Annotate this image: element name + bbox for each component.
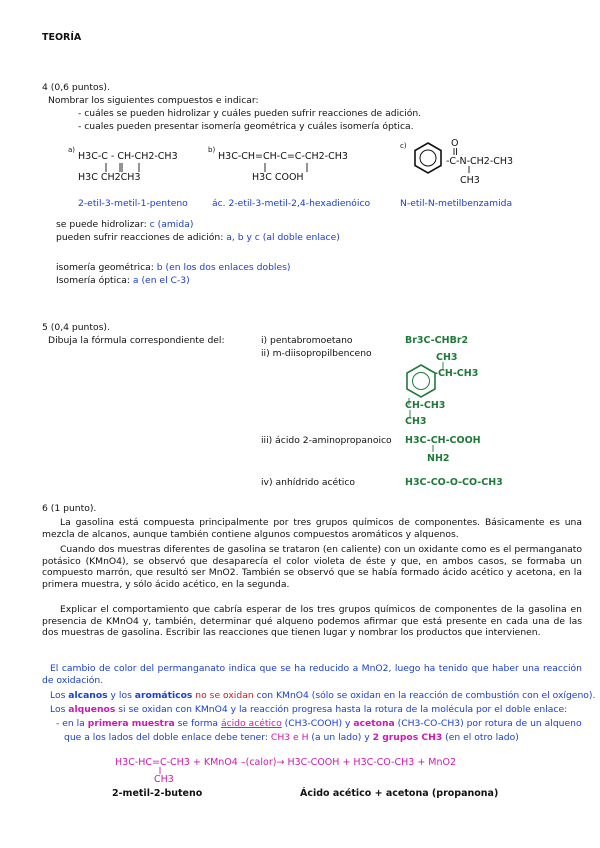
compound-b-label: b) xyxy=(208,146,216,154)
q6-answer-5-text: que a los lados del doble enlace debe tener: xyxy=(64,732,271,743)
q5-iii-bond xyxy=(430,445,436,453)
compound-a-name: 2-etil-3-metil-1-penteno xyxy=(78,198,188,209)
answer-geometric-value: b (en los dos enlaces dobles) xyxy=(156,262,291,273)
q6-answer-3-text: Los xyxy=(50,704,69,715)
answer-addition-value: a, b y c (al doble enlace) xyxy=(226,232,340,243)
reaction-reactant: H3C-HC=C-CH3 xyxy=(115,757,190,768)
q6-answer-4-text: - en la xyxy=(56,718,88,729)
compound-c-name: N-etil-N-metilbenzamida xyxy=(400,198,513,209)
q6-answer-4-acido-acetico: ácido acético xyxy=(220,718,282,729)
page-title: TEORÍA xyxy=(42,32,82,43)
q4-header: 4 (0,6 puntos). xyxy=(42,82,110,93)
q6-answer-2 xyxy=(50,690,595,702)
q6-answer-2-alcanos: alcanos xyxy=(68,690,108,701)
compound-b-name: ác. 2-etil-3-metil-2,4-hexadienóico xyxy=(212,198,371,209)
q5-iii-nh2: NH2 xyxy=(427,453,450,464)
compound-c-n-bond xyxy=(466,166,472,174)
answer-geometric-label: isomería geométrica: xyxy=(56,262,157,273)
compound-c-carbonyl-bond xyxy=(451,148,461,156)
answer-hydrolysis-value: c (amida) xyxy=(149,219,194,230)
answer-hydrolysis xyxy=(56,219,193,231)
compound-a-label: a) xyxy=(68,146,76,154)
q6-answer-5-text: (a un lado) y xyxy=(308,732,373,743)
compound-a-substituents: H3C CH2CH3 xyxy=(78,172,141,183)
q5-iv-formula: H3C-CO-O-CO-CH3 xyxy=(405,477,503,488)
q6-answer-4-text: (CH3-CO-CH3) por rotura de un alqueno xyxy=(394,718,582,729)
answer-addition-label: pueden sufrir reacciones de adición: xyxy=(56,232,227,243)
answer-hydrolysis-label: se puede hidrolizar: xyxy=(56,219,150,230)
answer-optical-label: Isomería óptica: xyxy=(56,275,133,286)
q6-answer-3 xyxy=(50,704,567,716)
compound-c-label: c) xyxy=(400,142,407,150)
q5-i-label: i) pentabromoetano xyxy=(261,335,353,346)
q5-ii-label: ii) m-diisopropilbenceno xyxy=(261,348,372,359)
q5-ii-bottom-ch3: CH3 xyxy=(405,416,427,427)
reaction-equation xyxy=(115,757,456,769)
benzene-ring-icon xyxy=(410,140,446,176)
compound-b-substituents: H3C COOH xyxy=(252,172,304,183)
q6-answer-4-primera-muestra: primera muestra xyxy=(87,718,175,729)
q5-intro: Dibuja la fórmula correspondiente del: xyxy=(48,335,225,346)
q6-answer-1: El cambio de color del permanganato indica que se ha reducido a MnO2, luego ha tenido que haber una reacción de oxidación. xyxy=(42,663,582,686)
reaction-branch-ch3: CH3 xyxy=(154,774,174,785)
reaction-product-acetic: H3C-COOH xyxy=(287,757,340,768)
q6-answer-4-text: (CH3-COOH) y xyxy=(281,718,354,729)
answer-addition xyxy=(56,232,340,244)
reactant-name: 2-metil-2-buteno xyxy=(112,788,203,799)
q6-answer-5-text: (en el otro lado) xyxy=(442,732,519,743)
q6-answer-5 xyxy=(64,732,519,744)
q6-answer-5-2-grupos: 2 grupos CH3 xyxy=(372,732,443,743)
q5-ii-top-ch3: CH3 xyxy=(436,352,458,363)
q5-i-formula: Br3C-CHBr2 xyxy=(405,335,469,346)
reaction-plus: + xyxy=(339,757,354,768)
q6-paragraph-1: La gasolina está compuesta principalmente por tres grupos químicos de componentes. Básicamente es una mezcla de alcanos, aunque también contiene algunos compuestos aromáticos y alquenos. xyxy=(42,517,582,540)
answer-geometric xyxy=(56,262,291,274)
reaction-arrow: –(calor)→ xyxy=(240,757,285,768)
q6-header: 6 (1 punto). xyxy=(42,503,97,514)
q6-answer-2-no-oxidan: no se oxidan xyxy=(192,690,254,701)
q5-iii-label: iii) ácido 2-aminopropanoico xyxy=(261,435,392,446)
reaction-mno2: + MnO2 xyxy=(414,757,457,768)
products-name: Ácido acético + acetona (propanona) xyxy=(300,788,499,799)
compound-c-group: -C-N-CH2-CH3 xyxy=(446,156,514,167)
q6-answer-2-aromaticos: aromáticos xyxy=(134,690,193,701)
compound-c-oxygen: O xyxy=(451,138,459,149)
q6-answer-4-text: se forma xyxy=(174,718,221,729)
compound-a-formula: H3C-C - CH-CH2-CH3 xyxy=(78,151,178,162)
q6-answer-2-text: con KMnO4 (sólo se oxidan en la reacción de combustión con el oxígeno). xyxy=(253,690,596,701)
q4-bullet-2: - cuales pueden presentar isomería geométrica y cuáles isomería óptica. xyxy=(78,121,414,132)
q5-iii-formula: H3C-CH-COOH xyxy=(405,435,481,446)
q6-answer-2-text: Los xyxy=(50,690,69,701)
q6-paragraph-2: Cuando dos muestras diferentes de gasolina se trataron (en caliente) con un oxidante como es el permanganato potásico (KMnO4), se observó que desaparecía el color violeta de éste y que, en ambos casos, se formaba un compuesto marrón, que resultó ser MnO2. También se observó que se había formado ácido acético y acetona, en la primera muestra, y sólo ácido acético, en la segunda. xyxy=(42,544,582,590)
q5-ii-top-group: -CH-CH3 xyxy=(434,368,479,379)
q6-answer-3-text: si se oxidan con KMnO4 y la reacción progresa hasta la rotura de la molécula por el doble enlace: xyxy=(115,704,568,715)
q6-answer-3-alquenos: alquenos xyxy=(68,704,116,715)
q5-iv-label: iv) anhídrido acético xyxy=(261,477,356,488)
q4-bullet-1: - cuáles se pueden hidrolizar y cuáles pueden sufrir reacciones de adición. xyxy=(78,108,422,119)
q6-answer-4-acetona: acetona xyxy=(353,718,395,729)
reaction-kmno4: + KMnO4 xyxy=(189,757,241,768)
q6-answer-5-ch3-h: CH3 e H xyxy=(270,732,309,743)
compound-b-formula: H3C-CH=CH-C=C-CH2-CH3 xyxy=(218,151,348,162)
answer-optical-value: a (en el C-3) xyxy=(132,275,190,286)
q4-intro: Nombrar los siguientes compuestos e indicar: xyxy=(48,95,259,106)
q5-ii-bottom-group: CH-CH3 xyxy=(405,400,446,411)
q6-answer-2-text: y los xyxy=(107,690,135,701)
q6-paragraph-3: Explicar el comportamiento que cabría esperar de los tres grupos químicos de componentes de la gasolina en presencia de KMnO4 y, también, determinar qué alqueno podemos afirmar que está presente en cada una de las dos muestras de gasolina. Escribir las reacciones que tienen lugar y nombrar los productos que intervienen. xyxy=(42,604,582,638)
q5-header: 5 (0,4 puntos). xyxy=(42,322,110,333)
reaction-product-acetone: H3C-CO-CH3 xyxy=(353,757,415,768)
answer-optical xyxy=(56,275,190,287)
q6-answer-4 xyxy=(56,718,582,730)
compound-c-methyl: CH3 xyxy=(460,175,480,186)
